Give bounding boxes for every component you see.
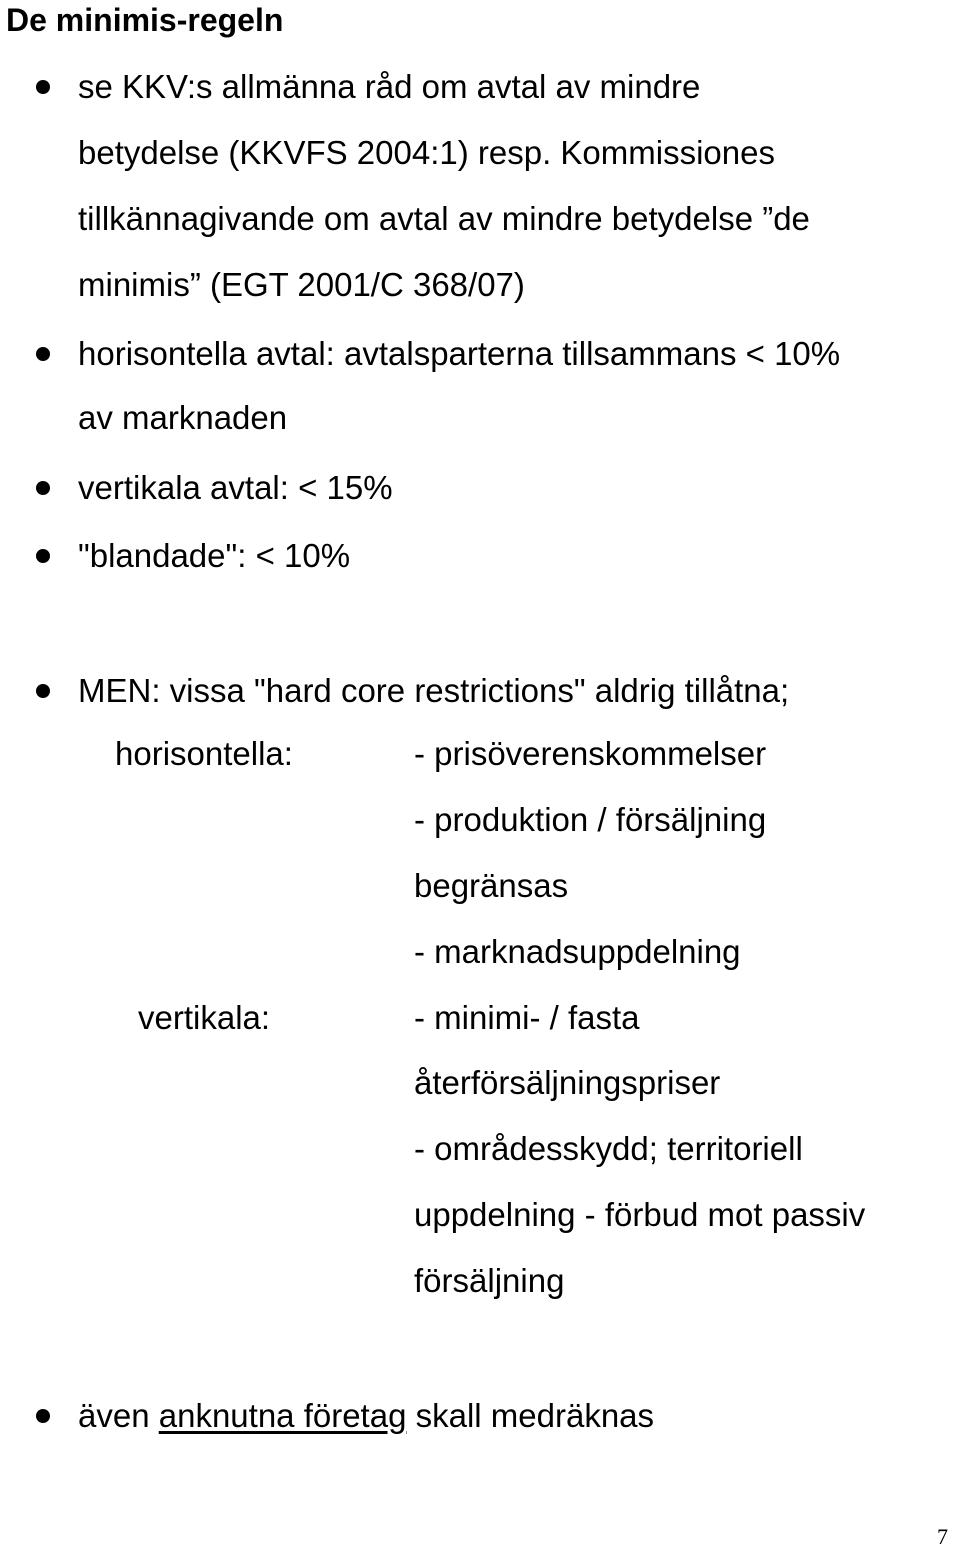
- bullet-vertikala: vertikala avtal: < 15%: [78, 469, 393, 506]
- restriction-horizontal-item: - produktion / försäljning: [414, 801, 767, 838]
- restriction-vertical-item: uppdelning - förbud mot passiv: [414, 1196, 866, 1233]
- restriction-vertical-item: - minimi- / fasta: [414, 999, 640, 1036]
- bullet-anknutna-underlined: anknutna företag: [158, 1397, 407, 1434]
- page-number: 7: [937, 1524, 948, 1549]
- bullet-anknutna-after: skall medräknas: [406, 1397, 655, 1434]
- bullet-horisontella-line-2: av marknaden: [78, 399, 288, 436]
- bullet-kkv-line-4: minimis” (EGT 2001/C 368/07): [78, 266, 525, 303]
- page-title: De minimis-regeln: [6, 2, 284, 38]
- restrictions-horizontal-label: horisontella:: [115, 735, 293, 772]
- restriction-vertical-item: försäljning: [414, 1262, 565, 1299]
- bullet-anknutna: [78, 1396, 654, 1436]
- bullet-marker: [36, 684, 50, 698]
- restriction-horizontal-item: begränsas: [414, 867, 569, 904]
- bullet-kkv-line-1: se KKV:s allmänna råd om avtal av mindre: [78, 68, 701, 105]
- restriction-vertical-item: återförsäljningspriser: [414, 1064, 721, 1101]
- bullet-marker: [36, 80, 50, 94]
- bullet-men: MEN: vissa "hard core restrictions" aldrig tillåtna;: [78, 672, 790, 709]
- bullet-kkv-line-3: tillkännagivande om avtal av mindre betydelse ”de: [78, 200, 810, 237]
- bullet-marker: [36, 481, 50, 495]
- bullet-marker: [36, 549, 50, 563]
- restrictions-vertical-label: vertikala:: [138, 999, 271, 1036]
- restriction-horizontal-item: - marknadsuppdelning: [414, 933, 741, 970]
- bullet-kkv-line-2: betydelse (KKVFS 2004:1) resp. Kommissiones: [78, 134, 775, 171]
- restriction-horizontal-item: - prisöverenskommelser: [414, 735, 767, 772]
- bullet-horisontella-line-1: horisontella avtal: avtalsparterna tillsammans < 10%: [78, 335, 841, 372]
- bullet-anknutna-before: även: [78, 1397, 159, 1434]
- bullet-blandade: "blandade": < 10%: [78, 537, 351, 574]
- bullet-marker: [36, 347, 50, 361]
- restriction-vertical-item: - områdesskydd; territoriell: [414, 1130, 803, 1167]
- bullet-marker: [36, 1409, 50, 1423]
